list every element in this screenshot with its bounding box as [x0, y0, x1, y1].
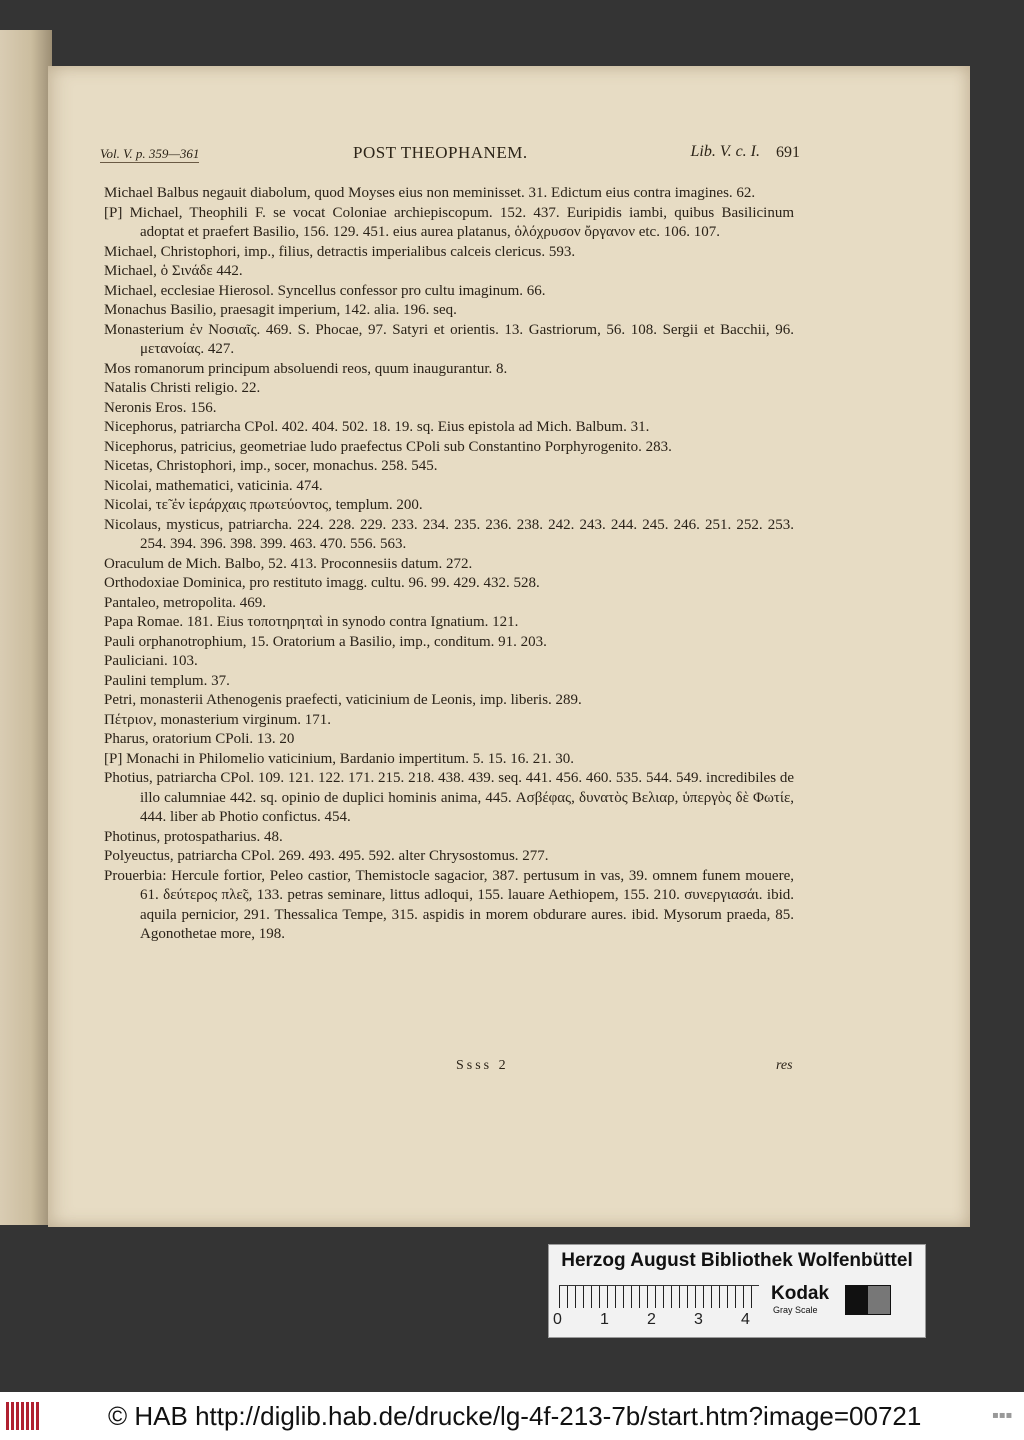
index-entry: Michael Balbus negauit diabolum, quod Moyses eius non meminisset. 31. Edictum eius contra imagines. 62. [104, 185, 756, 201]
catchword: res [776, 1058, 793, 1073]
index-entry: Paulini templum. 37. [104, 672, 230, 689]
library-color-card [548, 1244, 926, 1338]
gray-scale-label: Gray Scale [773, 1305, 818, 1315]
scale-digit: 1 [600, 1311, 609, 1328]
index-entry: Photinus, protospatharius. 48. [104, 828, 283, 845]
index-entry: Πέτριον, monasterium virginum. 171. [104, 711, 332, 728]
scale-digit: 2 [647, 1311, 656, 1328]
index-entry: Mos romanorum principum absoluendi reos, quum inaugurantur. 8. [104, 360, 508, 377]
scale-digit: 4 [741, 1311, 750, 1328]
index-entry: Michael, ὁ Σινάδε 442. [104, 263, 243, 279]
index-entry: Oraculum de Mich. Balbo, 52. 413. Proconnesiis datum. 272. [104, 555, 473, 572]
scale-digit: 0 [553, 1311, 562, 1328]
hab-logo-icon [6, 1402, 46, 1430]
index-entry: [P] Monachi in Philomelio vaticinium, Bardanio impertitum. 5. 15. 16. 21. 30. [104, 750, 574, 767]
copyright-bar [0, 1392, 1024, 1440]
previous-page-edge [0, 30, 52, 1225]
index-entry: Nicetas, Christophori, imp., socer, monachus. 258. 545. [104, 458, 438, 474]
running-header [100, 142, 800, 166]
index-entry: Orthodoxiae Dominica, pro restituto imagg. cultu. 96. 99. 429. 432. 528. [104, 575, 540, 591]
index-entry: Polyeuctus, patriarcha CPol. 269. 493. 495. 592. alter Chrysostomus. 277. [104, 848, 549, 864]
page-number: 691 [776, 144, 800, 161]
index-entry: Papa Romae. 181. Eius τοποτηρηταὶ in synodo contra Ignatium. 121. [104, 614, 519, 630]
scale-digit: 3 [694, 1311, 703, 1328]
index-entries [104, 184, 794, 945]
index-entry: Monasterium ἐν Νοσιαῖς. 469. S. Phocae, 97. Satyri et orientis. 13. Gastriorum, 56. 108. Sergii et Bacchii, 96. μετανοίας. 427. [104, 321, 794, 357]
kodak-brand: Kodak [771, 1283, 830, 1304]
header-volume-ref: Vol. V. p. 359—361 [100, 146, 200, 161]
index-entry: Natalis Christi religio. 22. [104, 380, 261, 396]
index-entry: Prouerbia: Hercule fortior, Peleo castior, Themistocle sagacior, 387. pertusum in vas, 39. omnem funem mouere, 61. δεύτερος πλε̃ς, 133. petras seminare, littus adloqui, 155. lauare Aethiopem, 155. 210. συνεργιασάι. ibid. aquila pernicior, 291. Thessalica Tempe, 315. aspidis in morem obdurare aures. ibid. Mysorum praeda, 85. Agonothetae more, 198. [104, 867, 794, 942]
signature-mark: Ssss 2 [456, 1058, 509, 1073]
index-entry: Pantaleo, metropolita. 469. [104, 594, 267, 611]
index-entry: Nicolaus, mysticus, patriarcha. 224. 228. 229. 233. 234. 235. 236. 238. 242. 243. 244. 245. 246. 251. 252. 253. 254. 394. 396. 398. 399. 463. 470. 556. 563. [104, 516, 794, 552]
index-entry: Pauliciani. 103. [104, 653, 198, 669]
index-entry: [P] Michael, Theophili F. se vocat Coloniae archiepiscopum. 152. 437. Euripidis iambi, quibus Basilicinum adoptat et praefert Basilio, 156. 129. 451. eius aurea platanus, ὁλόχρυσον ὄργανον etc. 106. 107. [104, 204, 794, 240]
index-entry: Nicephorus, patricius, geometriae ludo praefectus CPoli sub Constantino Porphyrogenito. 283. [104, 438, 672, 455]
index-entry: Pauli orphanotrophium, 15. Oratorium a Basilio, imp., conditum. 91. 203. [104, 633, 547, 650]
copyright-text: © HAB http://diglib.hab.de/drucke/lg-4f-213-7b/start.htm?image=00721 [108, 1401, 922, 1431]
header-book-ref: Lib. V. c. I. [690, 143, 760, 160]
index-entry: Nicephorus, patriarcha CPol. 402. 404. 502. 18. 19. sq. Eius epistola ad Mich. Balbum. 31. [104, 419, 650, 435]
index-entry: Pharus, oratorium CPoli. 13. 20 [104, 731, 295, 747]
header-title: POST THEOPHANEM. [353, 143, 528, 162]
library-name: Herzog August Bibliothek Wolfenbüttel [561, 1250, 913, 1271]
scale-ruler [559, 1285, 759, 1308]
index-entry: Monachus Basilio, praesagit imperium, 142. alia. 196. seq. [104, 302, 457, 318]
decorative-dots-icon: ▪▪▪ [992, 1410, 1013, 1421]
index-entry: Photius, patriarcha CPol. 109. 121. 122. 171. 215. 218. 438. 439. seq. 441. 456. 460. 535. 544. 549. incredibiles de illo calumniae 442. sq. opinio de duplici hominis anima, 445. Ασβέφας, δυνατὸς Βελιαρ, ὑπεργὸς δὲ Φωτίε, 444. liber ab Photio confictus. 454. [104, 770, 794, 825]
index-entry: Petri, monasterii Athenogenis praefecti, vaticinium de Leonis, imp. liberis. 289. [104, 692, 582, 708]
index-entry: Neronis Eros. 156. [104, 399, 217, 416]
gray-scale-swatch [845, 1285, 891, 1315]
index-entry: Michael, ecclesiae Hierosol. Syncellus confessor pro cultu imaginum. 66. [104, 282, 546, 299]
index-entry: Nicolai, τε̃ ἐν ἱεράρχαις πρωτεύοντος, templum. 200. [104, 497, 423, 513]
index-entry: Michael, Christophori, imp., filius, detractis imperialibus calceis clericus. 593. [104, 243, 576, 260]
scale-digits [553, 1311, 788, 1329]
index-entry: Nicolai, mathematici, vaticinia. 474. [104, 477, 323, 494]
